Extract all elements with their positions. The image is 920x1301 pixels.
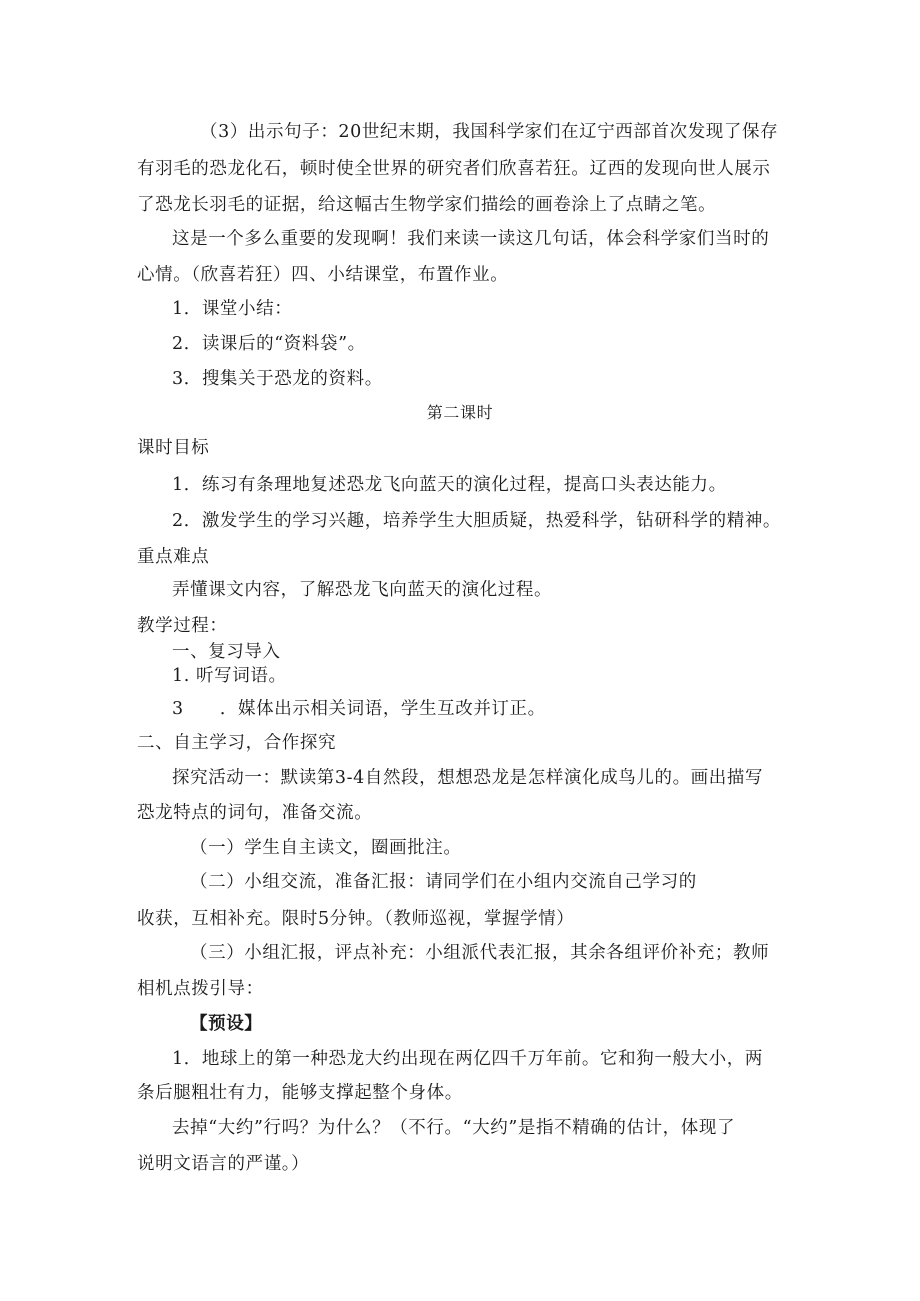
list-item: 1．课堂小结： [172,299,293,319]
list-item: 1．练习有条理地复述恐龙飞向蓝天的演化过程，提高口头表达能力。 [172,475,727,495]
paragraph-line: 条后腿粗壮有力，能够支撑起整个身体。 [137,1083,463,1103]
paragraph-line: 收获，互相补充。限时5分钟。（教师巡视，掌握学情） [137,909,575,929]
paragraph-line: 心情。（欣喜若狂）四、小结课堂，布置作业。 [137,265,509,285]
paragraph-line: （二）小组交流，准备汇报：请同学们在小组内交流自己学习的 [190,872,697,892]
paragraph-line: 弄懂课文内容，了解恐龙飞向蓝天的演化过程。 [172,580,553,600]
list-item: 3．搜集关于恐龙的资料。 [172,369,383,389]
paragraph-line: 说明文语言的严谨。） [137,1154,310,1174]
section-title: 第二课时 [426,403,494,422]
paragraph-line: 1．地球上的第一种恐龙大约出现在两亿四千万年前。它和狗一般大小，两 [172,1049,763,1069]
list-item: 2．读课后的“资料袋”。 [172,334,366,354]
paragraph-line: 了恐龙长羽毛的证据，给这幅古生物学家们描绘的画卷涂上了点睛之笔。 [137,195,717,215]
paragraph-line: 探究活动一：默读第3-4自然段，想想恐龙是怎样演化成鸟儿的。画出描写 [172,768,764,788]
paragraph-line: 相机点拨引导： [137,979,264,999]
list-item: 3 ．媒体出示相关词语，学生互改并订正。 [172,699,546,719]
paragraph-line: （一）学生自主读文，圈画批注。 [190,838,462,858]
paragraph-line: 去掉“大约”行吗？为什么？（不行。“大约”是指不精确的估计，体现了 [172,1118,736,1138]
heading: 重点难点 [137,547,210,567]
subheading: 二、自主学习，合作探究 [137,733,337,753]
subheading: 一、复习导入 [172,642,281,662]
list-item: 2．激发学生的学习兴趣，培养学生大胆质疑，热爱科学，钻研科学的精神。 [172,511,782,531]
heading: 课时目标 [137,438,210,458]
paragraph-line: 这是一个多么重要的发现啊！我们来读一读这几句话，体会科学家们当时的 [172,229,770,249]
paragraph-line: （三）小组汇报，评点补充：小组派代表汇报，其余各组评价补充；教师 [190,943,770,963]
list-item: 1. 听写词语。 [172,666,287,686]
paragraph-line: 有羽毛的恐龙化石，顿时使全世界的研究者们欣喜若狂。辽西的发现向世人展示 [137,159,771,179]
paragraph-line: （3）出示句子：20世纪末期，我国科学家们在辽宁西部首次发现了保存 [200,122,779,142]
heading: 教学过程： [137,616,228,636]
paragraph-line: 恐龙特点的词句，准备交流。 [137,803,373,823]
preset-heading: 【预设】 [190,1014,263,1034]
